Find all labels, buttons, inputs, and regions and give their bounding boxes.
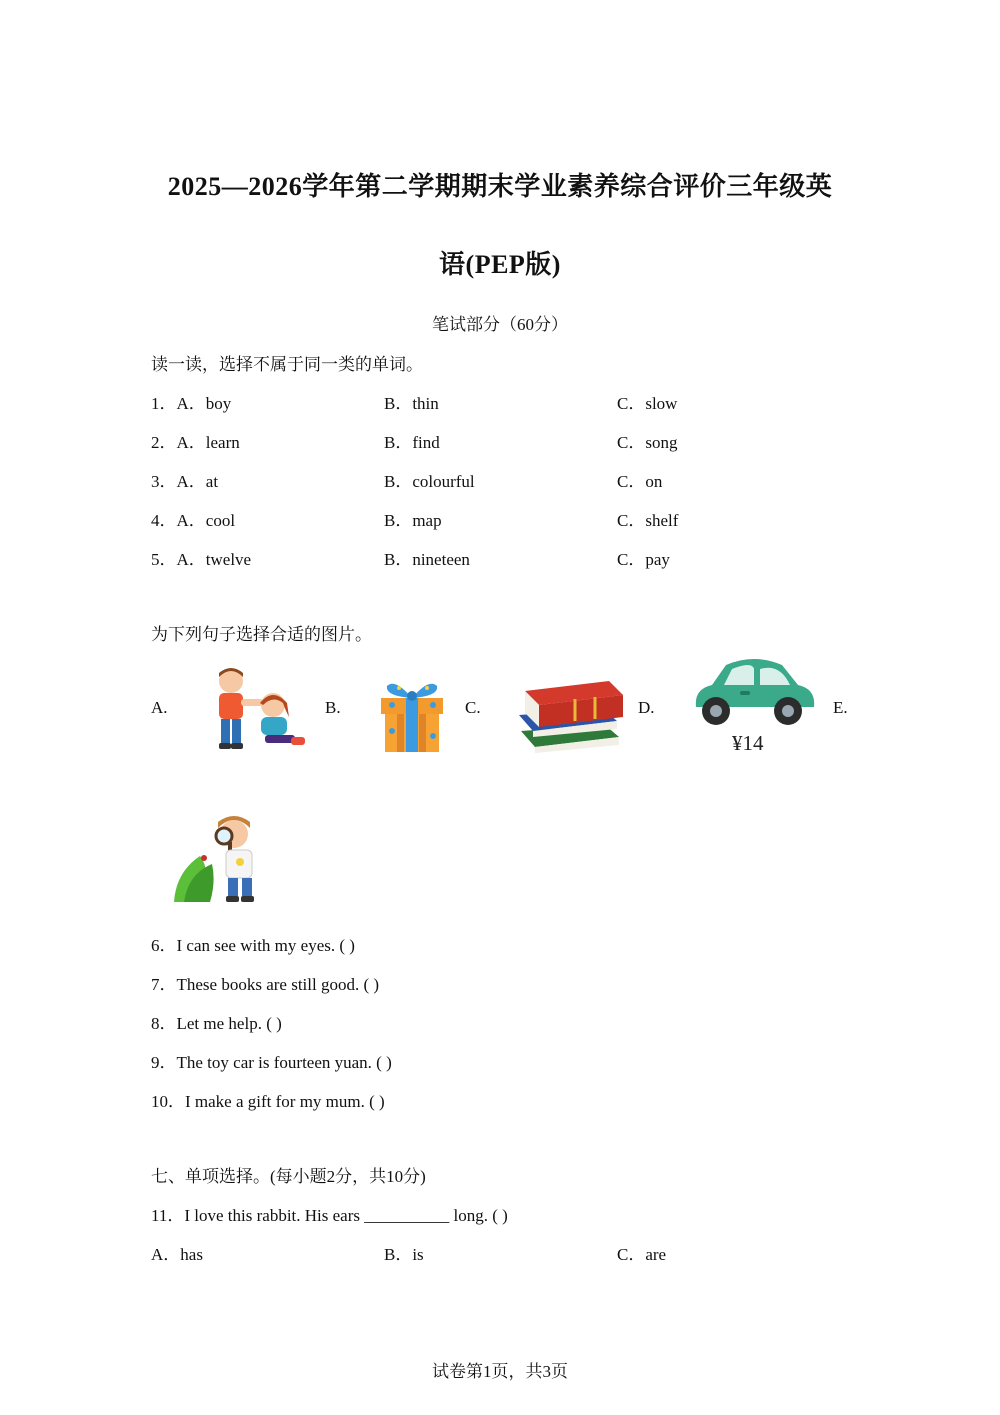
question-4-option-c: C．shelf (617, 511, 679, 530)
book-stack-picture (515, 675, 625, 755)
question-5-option-c: C．pay (617, 550, 670, 569)
question-1-option-a: 1．A．boy (151, 394, 232, 413)
picture-label-b: B. (325, 698, 341, 717)
question-11-option-c: C．are (617, 1245, 667, 1264)
question-1-option-b: B．thin (384, 394, 439, 413)
sentence-7: 7．These books are still good. ( ) (151, 975, 380, 994)
picture-label-e: E. (833, 698, 848, 717)
question-3-option-b: B．colourful (384, 472, 475, 491)
question-2-option-a: 2．A．learn (151, 433, 240, 452)
sentence-10: 10．I make a gift for my mum. ( ) (151, 1092, 385, 1111)
picture-label-a: A. (151, 698, 168, 717)
question-4-option-b: B．map (384, 511, 442, 530)
boy-magnifying-glass-picture (170, 812, 270, 907)
price-tag-text: ¥14 (732, 731, 764, 755)
picture-label-c: C. (465, 698, 481, 717)
question-2-option-b: B．find (384, 433, 440, 452)
exam-subtitle: 笔试部分（60分） (432, 315, 568, 334)
exam-title-line1: 2025—2026学年第二学期期末学业素养综合评价三年级英 (167, 172, 833, 201)
section3-heading: 七、单项选择。(每小题2分，共10分) (151, 1167, 426, 1186)
question-4-option-a: 4．A．cool (151, 511, 236, 530)
sentence-6: 6．I can see with my eyes. ( ) (151, 936, 355, 955)
section1-instruction: 读一读，选择不属于同一类的单词。 (151, 355, 423, 374)
section2-instruction: 为下列句子选择合适的图片。 (151, 625, 372, 644)
exam-title-line2: 语(PEP版) (439, 250, 561, 279)
page-footer: 试卷第1页，共3页 (432, 1362, 568, 1381)
picture-label-d: D. (638, 698, 655, 717)
gift-box-picture (375, 676, 450, 754)
question-2-option-c: C．song (617, 433, 678, 452)
question-5-option-a: 5．A．twelve (151, 550, 252, 569)
question-5-option-b: B．nineteen (384, 550, 470, 569)
question-3-option-c: C．on (617, 472, 663, 491)
question-11-option-a: A．has (151, 1245, 203, 1264)
question-11-option-b: B．is (384, 1245, 424, 1264)
sentence-8: 8．Let me help. ( ) (151, 1014, 282, 1033)
question-11: 11．I love this rabbit. His ears __________ long. ( ) (151, 1206, 508, 1225)
question-1-option-c: C．slow (617, 394, 678, 413)
sentence-9: 9．The toy car is fourteen yuan. ( ) (151, 1053, 392, 1072)
question-3-option-a: 3．A．at (151, 472, 219, 491)
toy-car-picture (690, 655, 820, 760)
children-helping-picture (205, 665, 310, 755)
